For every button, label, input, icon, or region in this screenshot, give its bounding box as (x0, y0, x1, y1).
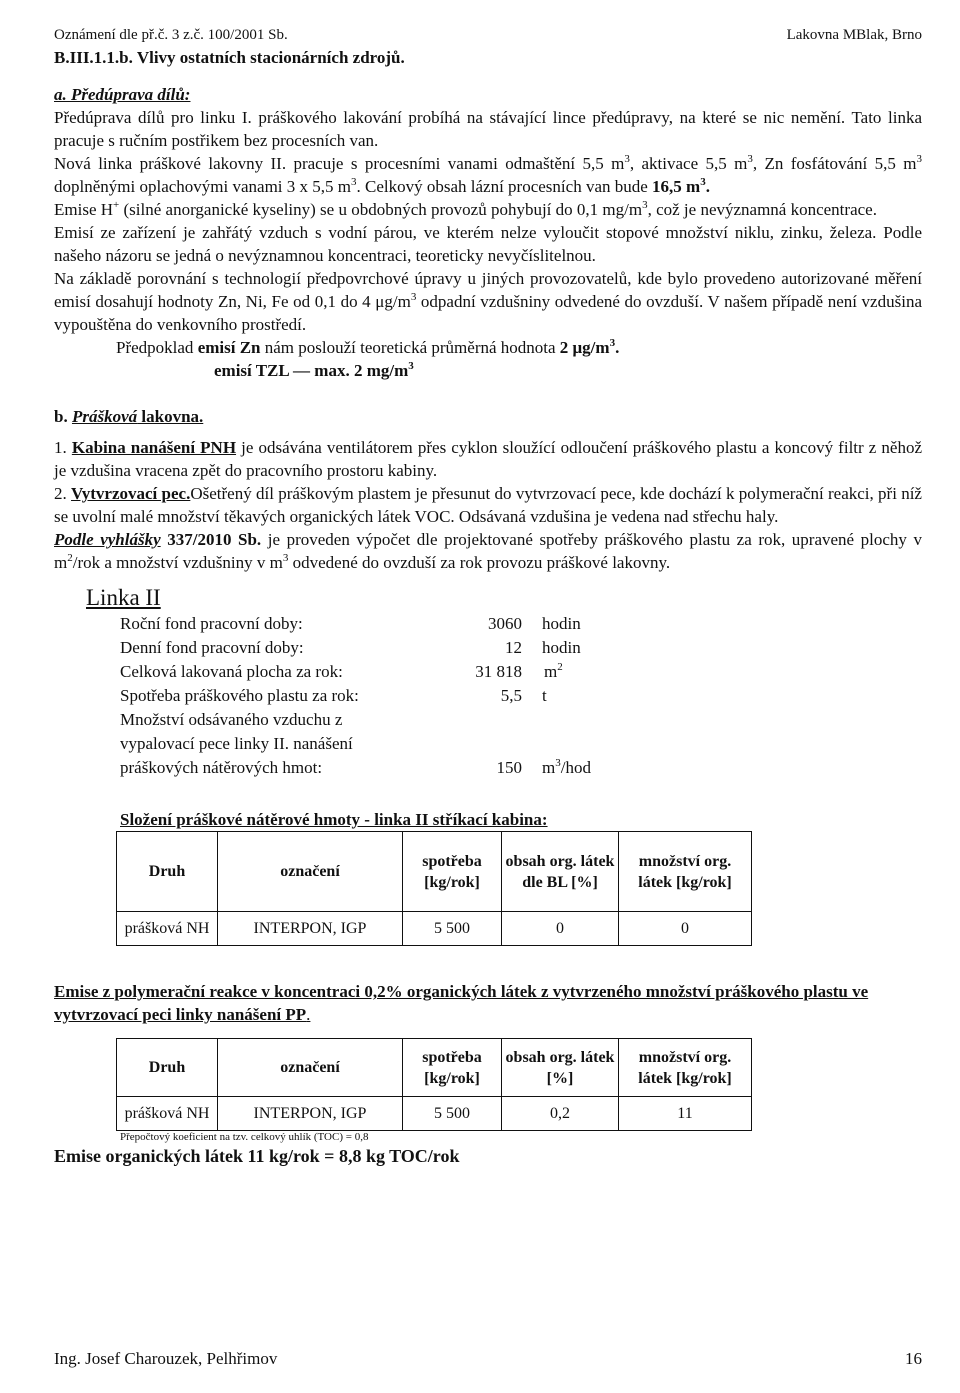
paragraph-a1: Předúprava dílů pro linku I. práškového lakování probíhá na stávající lince předúpravy, na které se nic nemění. Tato linka pracuje s ručním postřikem bez procesních van. (54, 108, 922, 150)
paragraph-a4: Emisí ze zařízení je zahřátý vzduch s vodní párou, ve kterém nelze vyloučit stopové množství niklu, zinku, železa. Podle našeho názoru se jedná o nevýznamnou koncentraci, teoreticky nevyčíslitelnou. (54, 223, 922, 265)
table-row: prášková NH INTERPON, IGP 5 500 0 0 (117, 912, 752, 946)
linka-spec-table (120, 612, 591, 780)
spec-row: Množství odsávaného vzduchu z vypalovací pece linky II. nanášení práškových nátěrových hmot: 150 $m^3$/hod (120, 710, 591, 777)
heading-a: a. Předúprava dílů: (54, 85, 191, 104)
linka-title: Linka II (86, 585, 161, 610)
header-left: Oznámení dle př.č. 3 z.č. 100/2001 Sb. (54, 27, 288, 43)
paragraph-a6: Předpoklad emisí Zn nám poslouží teoretická průměrná hodnota 2 $\mu g/m^3$. (116, 337, 620, 357)
paragraph-b2: 2. Vytvrzovací pec.Ošetřený díl práškovým plastem je přesunut do vytvrzovací pece, kde dochází k polymerační reakci, při níž se uvolní malé množství těkavých organických látek VOC. Odsávaná vzdušina je vedena nad střechu haly. (54, 484, 922, 526)
table1-caption: Složení práškové nátěrové hmoty - linka II stříkací kabina: (120, 810, 548, 829)
table-header-row: Druh označení spotřeba [kg/rok] obsah org. látek [%] množství org. látek [kg/rok] (117, 1039, 752, 1097)
composition-table (116, 831, 752, 946)
spec-row: Denní fond pracovní doby: 12 hodin (120, 638, 581, 657)
paragraph-b3: Podle vyhlášky 337/2010 Sb. je proveden výpočet dle projektované spotřeby práškového plastu za rok, upravené plochy v $m^2$/rok a množství vzdušniny v $m^3$ odvedené do ovzduší za rok provozu práškové lakovny. (54, 530, 922, 572)
heading-b: b. Prášková lakovna. (54, 407, 204, 426)
paragraph-b1: 1. Kabina nanášení PNH je odsávána ventilátorem přes cyklon sloužící odloučení práškového plastu a koncový filtr z něhož je vzdušina vracena zpět do pracovního prostoru kabiny. (54, 438, 923, 480)
paragraph-a7: emisí TZL — max. 2 $mg/m^3$ (214, 360, 414, 380)
page-footer (54, 1347, 922, 1370)
paragraph-a2: Nová linka práškové lakovny II. pracuje s procesními vanami odmaštění 5,5 $m^3$, aktivace 5,5 $m^3$, Zn fosfátování 5,5 $m^3$ doplněnými oplachovými vanami 3 x 5,5 $m^3$. Celkový obsah lázní procesních van bude 16,5 $m^3$. (54, 153, 922, 196)
document-page (54, 26, 922, 1168)
paragraph-a5: Na základě porovnání s technologií předpovrchové úpravy u jiných provozovatelů, kde bylo provedeno autorizované měření emisí dosahují hodnoty Zn, Ni, Fe od 0,1 do 4 $\mu g/m^3$ odpadní vzdušniny odvedené do ovzduší. V našem případě není vzdušina vypouštěna do venkovního prostředí. (54, 269, 922, 334)
table2-caption: Emise z polymerační reakce v koncentraci 0,2% organických látek z vytvrzeného množství práškového plastu ve vytvrzovací peci linky nanášení PP. (54, 982, 869, 1024)
table-row: prášková NH INTERPON, IGP 5 500 0,2 11 (117, 1097, 752, 1131)
header-right: Lakovna MBlak, Brno (786, 27, 922, 43)
page-header (54, 26, 922, 44)
footer-author: Ing. Josef Charouzek, Pelhřimov (54, 1349, 278, 1368)
spec-row: Spotřeba práškového plastu za rok: 5,5 t (120, 686, 547, 705)
spec-row: Roční fond pracovní doby: 3060 hodin (120, 614, 581, 633)
emission-table (116, 1038, 752, 1131)
page-number: 16 (905, 1349, 922, 1368)
section-title: B.III.1.1.b. Vlivy ostatních stacionárních zdrojů. (54, 48, 405, 67)
conversion-note: Přepočtový koeficient na tzv. celkový uhlík (TOC) = 0,8 (120, 1131, 369, 1143)
summary-line: Emise organických látek 11 kg/rok = 8,8 kg TOC/rok (54, 1146, 460, 1166)
paragraph-a3: Emise H+ (silné anorganické kyseliny) se u obdobných provozů pohybují do 0,1 $mg/m^3$, což je nevýznamná koncentrace. (54, 199, 877, 219)
table-header-row: Druh označení spotřeba [kg/rok] obsah org. látek dle BL [%] množství org. látek [kg/rok] (117, 832, 752, 912)
spec-row: Celková lakovaná plocha za rok: 31 818 $m^2$ (120, 661, 563, 681)
